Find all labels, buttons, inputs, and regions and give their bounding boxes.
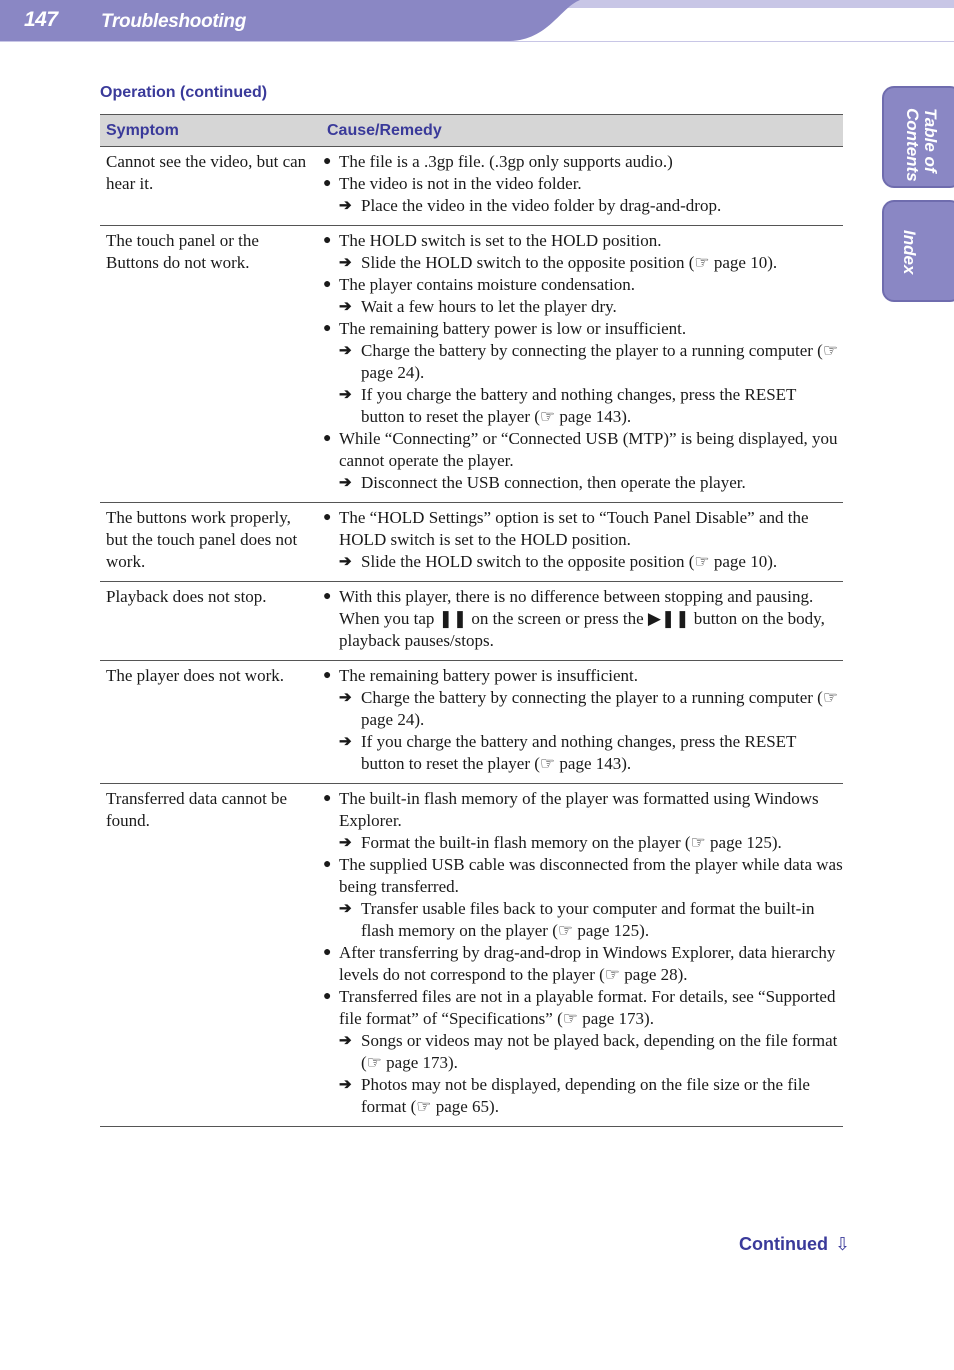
remedy-item: [321, 1074, 843, 1118]
symptom-cell: Transferred data cannot be found.: [100, 784, 321, 1127]
down-arrow-icon: ⇩: [835, 1234, 851, 1254]
cause-item: [321, 854, 843, 898]
remedy-item: [321, 1030, 843, 1074]
cause-text: The supplied USB cable was disconnected from the player while data was being transferred.: [339, 855, 843, 896]
cause-item: [321, 942, 843, 986]
remedy-item: [321, 340, 843, 384]
cause-remedy-column-header: Cause/Remedy: [321, 115, 843, 147]
cause-text: With this player, there is no difference between stopping and pausing. When you tap ❚❚ on the screen or press the ▶❚❚ button on the body, playback pauses/stops.: [339, 587, 825, 650]
table-row: [100, 582, 843, 661]
right-arrow-icon: ➔: [339, 1077, 352, 1093]
right-arrow-icon: ➔: [339, 198, 352, 214]
cause-text: The “HOLD Settings” option is set to “Touch Panel Disable” and the HOLD switch is set to the HOLD position.: [339, 508, 809, 549]
cause-remedy-cell: [321, 226, 843, 503]
table-header-row: [100, 115, 843, 147]
symptom-cell: Cannot see the video, but can hear it.: [100, 147, 321, 226]
cause-text: The remaining battery power is insufficient.: [339, 666, 638, 685]
bullet-icon: ●: [323, 510, 332, 525]
bullet-icon: ●: [323, 989, 332, 1004]
cause-remedy-cell: [321, 503, 843, 582]
table-row: [100, 503, 843, 582]
bullet-icon: ●: [323, 791, 332, 806]
cause-text: While “Connecting” or “Connected USB (MTP)” is being displayed, you cannot operate the player.: [339, 429, 838, 470]
remedy-text: Transfer usable files back to your computer and format the built-in flash memory on the player (☞ page 125).: [361, 899, 815, 940]
cause-item: [321, 230, 843, 252]
cause-item: [321, 788, 843, 832]
table-row: [100, 147, 843, 226]
symptom-column-header: Symptom: [100, 115, 321, 147]
remedy-item: [321, 898, 843, 942]
right-arrow-icon: ➔: [339, 387, 352, 403]
right-arrow-icon: ➔: [339, 475, 352, 491]
remedy-item: [321, 832, 843, 854]
remedy-item: [321, 252, 843, 274]
cause-item: [321, 318, 843, 340]
remedy-text: Photos may not be displayed, depending on the file size or the file format (☞ page 65).: [361, 1075, 810, 1116]
continued-link[interactable]: [739, 1234, 850, 1255]
right-arrow-icon: ➔: [339, 343, 352, 359]
index-tab-label: Index: [900, 230, 919, 275]
symptom-cell: The touch panel or the Buttons do not work.: [100, 226, 321, 503]
troubleshooting-table: [100, 114, 843, 1127]
cause-remedy-cell: [321, 784, 843, 1127]
symptom-cell: The player does not work.: [100, 661, 321, 784]
cause-text: The built-in flash memory of the player was formatted using Windows Explorer.: [339, 789, 819, 830]
remedy-item: [321, 195, 843, 217]
cause-item: [321, 428, 843, 472]
cause-text: After transferring by drag-and-drop in Windows Explorer, data hierarchy levels do not correspond to the player (☞ page 28).: [339, 943, 836, 984]
right-arrow-icon: ➔: [339, 690, 352, 706]
cause-remedy-cell: [321, 147, 843, 226]
right-arrow-icon: ➔: [339, 1033, 352, 1049]
page-header: [0, 0, 954, 44]
right-arrow-icon: ➔: [339, 299, 352, 315]
remedy-text: Format the built-in flash memory on the player (☞ page 125).: [361, 833, 782, 852]
remedy-text: Place the video in the video folder by drag-and-drop.: [361, 196, 722, 215]
remedy-text: Disconnect the USB connection, then operate the player.: [361, 473, 746, 492]
symptom-cell: The buttons work properly, but the touch panel does not work.: [100, 503, 321, 582]
bullet-icon: ●: [323, 176, 332, 191]
cause-text: The HOLD switch is set to the HOLD position.: [339, 231, 662, 250]
remedy-text: Songs or videos may not be played back, depending on the file format (☞ page 173).: [361, 1031, 838, 1072]
cause-text: The video is not in the video folder.: [339, 174, 582, 193]
page-number: 147: [24, 8, 58, 31]
remedy-text: If you charge the battery and nothing changes, press the RESET button to reset the player (☞ page 143).: [361, 732, 797, 773]
cause-remedy-cell: [321, 661, 843, 784]
table-row: [100, 226, 843, 503]
remedy-item: [321, 551, 843, 573]
cause-text: The remaining battery power is low or insufficient.: [339, 319, 687, 338]
index-tab[interactable]: [882, 200, 954, 302]
right-arrow-icon: ➔: [339, 554, 352, 570]
remedy-item: [321, 731, 843, 775]
bullet-icon: ●: [323, 277, 332, 292]
right-arrow-icon: ➔: [339, 835, 352, 851]
remedy-item: [321, 472, 843, 494]
bullet-icon: ●: [323, 233, 332, 248]
remedy-item: [321, 296, 843, 318]
right-arrow-icon: ➔: [339, 734, 352, 750]
bullet-icon: ●: [323, 668, 332, 683]
cause-item: [321, 586, 843, 652]
cause-item: [321, 151, 843, 173]
cause-text: Transferred files are not in a playable format. For details, see “Supported file format” of “Specifications” (☞ page 173).: [339, 987, 836, 1028]
cause-text: The file is a .3gp file. (.3gp only supports audio.): [339, 152, 673, 171]
operation-subheading: Operation (continued): [100, 84, 268, 101]
table-row: [100, 661, 843, 784]
remedy-text: Slide the HOLD switch to the opposite position (☞ page 10).: [361, 253, 778, 272]
symptom-cell: Playback does not stop.: [100, 582, 321, 661]
bullet-icon: ●: [323, 945, 332, 960]
cause-text: The player contains moisture condensation.: [339, 275, 635, 294]
continued-label: Continued: [739, 1234, 828, 1254]
bullet-icon: ●: [323, 857, 332, 872]
table-of-contents-tab-label: Table of Contents: [903, 108, 940, 182]
cause-item: [321, 665, 843, 687]
bullet-icon: ●: [323, 321, 332, 336]
remedy-text: Wait a few hours to let the player dry.: [361, 297, 617, 316]
cause-item: [321, 173, 843, 195]
bullet-icon: ●: [323, 431, 332, 446]
right-arrow-icon: ➔: [339, 901, 352, 917]
remedy-text: Slide the HOLD switch to the opposite position (☞ page 10).: [361, 552, 778, 571]
remedy-text: Charge the battery by connecting the player to a running computer (☞ page 24).: [361, 688, 839, 729]
table-body: [100, 147, 843, 1127]
remedy-item: [321, 384, 843, 428]
table-row: [100, 784, 843, 1127]
cause-remedy-cell: [321, 582, 843, 661]
bullet-icon: ●: [323, 589, 332, 604]
cause-item: [321, 274, 843, 296]
remedy-item: [321, 687, 843, 731]
remedy-text: If you charge the battery and nothing changes, press the RESET button to reset the player (☞ page 143).: [361, 385, 797, 426]
right-arrow-icon: ➔: [339, 255, 352, 271]
cause-item: [321, 507, 843, 551]
bullet-icon: ●: [323, 154, 332, 169]
cause-item: [321, 986, 843, 1030]
section-title: Troubleshooting: [101, 11, 247, 32]
remedy-text: Charge the battery by connecting the player to a running computer (☞ page 24).: [361, 341, 839, 382]
table-of-contents-tab[interactable]: [882, 86, 954, 188]
